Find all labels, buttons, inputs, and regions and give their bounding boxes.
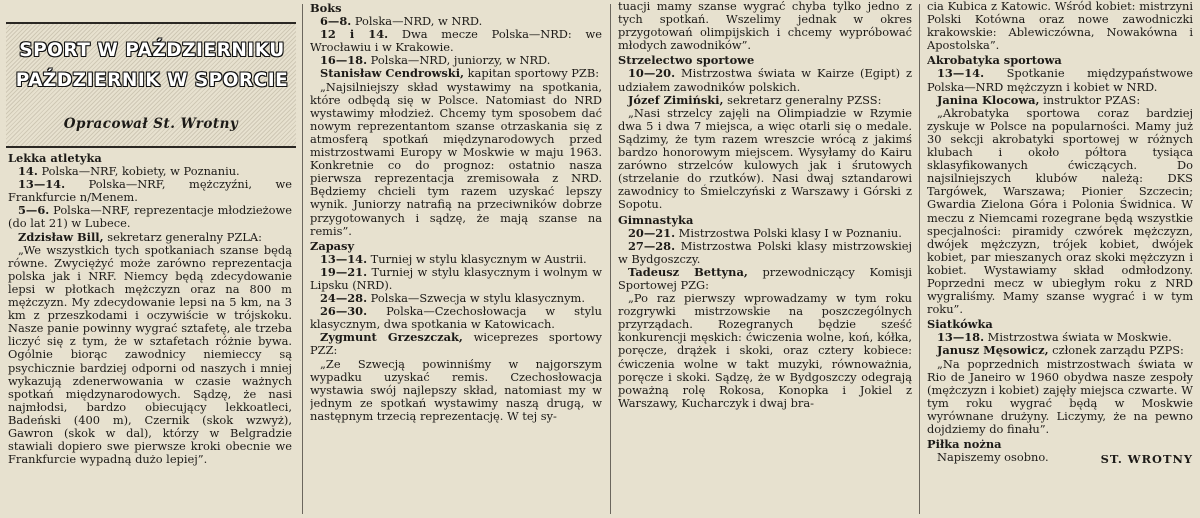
paragraph-text: „Ze Szwecją powinniśmy w najgorszym wypadku uzyskać remis. Czechosłowacja wystawia swój najlepszy skład, natomiast my w jednym ze spotkań wystawimy naszą drugą, w następnym trzecią reprezentację. W tej sy-	[310, 356, 602, 423]
paragraph-text: „Nasi strzelcy zajęli na Olimpiadzie w Rzymie dwa 5 i dwa 7 miejsca, a więc otarli się o medale. Sądzimy, że tym razem wreszcie wrócą z jakimś bardzo honorowym miejscem. Wysyłamy do Kairu zarówno strzelców kulowych jak i śrutowych (strzelanie do rzutków). Nasi dwaj sztandarowi zawodnicy to Śmielczyński z Warszawy i Górski z Sopotu.	[618, 105, 912, 212]
paragraph	[927, 0, 1193, 52]
column-3	[618, 0, 912, 518]
paragraph-text: tuacji mamy szanse wygrać chyba tylko jedno z tych spotkań. Wszelimy jednak w okres przygotowań olimpijskich i chcemy wypróbować młodych zawodników”.	[618, 0, 912, 53]
paragraph-lead: Zdzisław Bill,	[18, 229, 104, 244]
column-4	[927, 0, 1193, 518]
paragraph-text: „We wszystkich tych spotkaniach szanse będą równe. Zwyciężyć może zarówno reprezentacja polska jak i NRF. Niemcy będą zdecydowanie lepsi w płotkach mężczyzn oraz na 800 m mężczyzn. My zdecydowanie lepsi na 5 km, na 3 km z przeszkodami i oczywiście w trójskoku. Nasze panie powinny wygrać sztafetę, ale trzeba liczyć się z tym, że w sztafetach różnie bywa. Ogólnie biorąc zawodnicy niemieccy są psychicznie bardziej odporni od naszych i mniej wykazują zdenerwowania w czasie ważnych spotkań międzynarodowych. Sądzę, że nasi najmłodsi, bardzo obiecujący lekkoatleci, Badeński (400 m), Czernik (skok wzwyż), Gawron (skok w dal), którzy w Belgradzie stawiali dopiero swe pierwsze kroki obecnie we Frankfurcie wypadną dużo lepiej”.	[8, 242, 292, 467]
paragraph-lead: 13—14.	[937, 66, 985, 81]
section-heading: Strzelectwo sportowe	[618, 53, 755, 68]
paragraph	[310, 358, 602, 423]
paragraph-text: „Po raz pierwszy wprowadzamy w tym roku rozgrywki mistrzowskie na poszczególnych przyrządach. Rozegranych będzie sześć konkurencji męskich: ćwiczenia wolne, koń, kółka, poręcze, drążek i skoki, oraz cztery kobiece: ćwiczenia wolne w takt muzyki, równoważnia, poręcze i skoki. Sądzę, że w Bydgoszczy odegrają poważną rolę Rokosa, Konopka i Jokiel z Warszawy, Kucharczyk i dwaj bra-	[618, 291, 912, 410]
section-heading: Lekka atletyka	[8, 151, 102, 165]
paragraph	[927, 358, 1193, 437]
paragraph	[927, 107, 1193, 317]
paragraph	[310, 266, 602, 292]
paragraph	[8, 244, 292, 467]
paragraph	[310, 305, 602, 331]
paragraph-lead: 10—20.	[628, 66, 676, 81]
paragraph-text: Polska—NRD, w NRD.	[351, 14, 483, 29]
paragraph-lead: Janina Klocowa,	[937, 92, 1040, 107]
paragraph-lead: 24—28.	[320, 291, 368, 306]
section-heading: Akrobatyka sportowa	[927, 53, 1062, 68]
masthead-box	[6, 22, 296, 148]
paragraph-lead: 13—14.	[18, 177, 66, 192]
paragraph	[8, 204, 292, 230]
paragraph-lead: 14.	[18, 164, 38, 179]
paragraph-text: Turniej w stylu klasycznym i wolnym w Lipsku (NRD).	[310, 264, 602, 292]
paragraph-text: Mistrzostwa Polski klasy mistrzowskiej w Bydgoszczy.	[618, 238, 912, 266]
paragraph-text: Polska—Szwecja w stylu klasycznym.	[367, 291, 585, 306]
paragraph-lead: 6—8.	[320, 14, 352, 29]
closing-note: Napiszemy osobno.	[937, 450, 1049, 465]
paragraph-lead: Tadeusz Bettyna,	[628, 264, 748, 279]
paragraph-lead: 5—6.	[18, 203, 50, 218]
paragraph	[927, 67, 1193, 93]
paragraph-text: Spotkanie międzypaństwowe Polska—NRD mężczyzn i kobiet w NRD.	[927, 66, 1193, 94]
byline: Opracował St. Wrotny	[63, 116, 239, 132]
paragraph-text: cia Kubica z Katowic. Wśród kobiet: mistrzyni Polski Kotówna oraz nowe zawodniczki krakowskie: Ablewiczówna, Nowakówna i Apostolska”.	[927, 0, 1193, 53]
column-2	[310, 0, 602, 518]
paragraph-lead: 13—18.	[937, 330, 985, 345]
paragraph-text: Polska—Czechosłowacja w stylu klasycznym, dwa spotkania w Katowicach.	[310, 304, 602, 332]
column-rule	[919, 4, 920, 514]
paragraph-lead: 27—28.	[628, 238, 676, 253]
paragraph	[618, 107, 912, 212]
paragraph	[618, 266, 912, 292]
closing-line	[927, 451, 1193, 466]
paragraph	[310, 28, 602, 54]
paragraph	[310, 331, 602, 357]
paragraph	[310, 81, 602, 238]
section-heading: Piłka nożna	[927, 437, 1002, 452]
paragraph-text: „Na poprzednich mistrzostwach świata w Rio de Janeiro w 1960 obydwa nasze zespoły (mężczyzn i kobiet) zajęły miejsca czwarte. W tym roku wygrać będą w Moskwie wyrównane drużyny. Liczymy, że na pewno dojdziemy do finału”.	[927, 356, 1193, 436]
paragraph-text: Dwa mecze Polska—NRD: we Wrocławiu i w Krakowie.	[310, 27, 602, 55]
author-signature: ST. WROTNY	[1100, 452, 1193, 467]
paragraph-lead: 12 i 14.	[320, 27, 389, 42]
column-1	[8, 150, 292, 518]
column-rule	[302, 4, 303, 514]
paragraph-text: Mistrzostwa Polski klasy I w Poznaniu.	[675, 225, 902, 240]
paragraph-lead: 16—18.	[320, 53, 368, 68]
paragraph-text: Polska—NRF, mężczyźni, we Frankfurcie n/Menem.	[8, 177, 292, 205]
paragraph-lead: 19—21.	[320, 264, 368, 279]
paragraph-text: przewodniczący Komisji Sportowej PZG:	[618, 264, 912, 292]
section-heading: Gimnastyka	[618, 212, 694, 227]
paragraph-text: „Akrobatyka sportowa coraz bardziej zyskuje w Polsce na popularności. Mamy już 30 sekcji akrobatyki sportowej w różnych klubach i około półtora tysiąca sklasyfikowanych ćwiczących. Do najsilniejszych klubów należą: DKS Targówek, Warszawa; Pionier Szczecin; Gwardia Zielona Góra i Polonia Świdnica. W meczu z Niemcami rozegrane będą wszystkie specjalności: piramidy czwórek mężczyzn, dwójek mężczyzn, trójek kobiet, dwójek kobiet, par mieszanych oraz skoki mężczyzn i kobiet. Wystawiamy skład odmłodzony. Poprzedni mecz w ubiegłym roku z NRD wygraliśmy. Mamy szanse wygrać i w tym roku”.	[927, 105, 1193, 317]
paragraph-text: Mistrzostwa świata w Kairze (Egipt) z udziałem zawodników polskich.	[618, 66, 912, 94]
paragraph-text: wiceprezes sportowy PZZ:	[310, 330, 602, 358]
section-heading: Siatkówka	[927, 317, 993, 332]
paragraph-lead: Stanisław Cendrowski,	[320, 66, 464, 81]
paragraph-text: członek zarządu PZPS:	[1048, 343, 1184, 358]
section-heading: Zapasy	[310, 238, 355, 253]
paragraph	[618, 240, 912, 266]
column-rule	[610, 4, 611, 514]
masthead-title-line2: PAŹDZIERNIK W SPORCIE	[15, 70, 289, 91]
paragraph-lead: 13—14.	[320, 251, 368, 266]
paragraph-text: Polska—NRF, kobiety, w Poznaniu.	[37, 164, 240, 179]
section-heading: Boks	[310, 1, 342, 15]
paragraph-lead: Józef Zimiński,	[628, 92, 724, 107]
paragraph-text: instruktor PZAS:	[1039, 92, 1141, 107]
paragraph-text: Polska—NRD, juniorzy, w NRD.	[367, 53, 551, 68]
masthead-title-line1: SPORT W PAŹDZIERNIKU	[19, 40, 285, 61]
paragraph-text: sekretarz generalny PZSS:	[723, 92, 882, 107]
paragraph-lead: Janusz Męsowicz,	[937, 343, 1049, 358]
paragraph	[8, 178, 292, 204]
paragraph-text: Polska—NRF, reprezentacje młodzieżowe (do lat 21) w Lubece.	[8, 203, 292, 231]
paragraph-lead: 26—30.	[320, 304, 368, 319]
paragraph	[618, 0, 912, 52]
paragraph	[618, 67, 912, 93]
paragraph-text: „Najsilniejszy skład wystawimy na spotkania, które odbędą się w Polsce. Natomiast do NRD wystawimy młodzież. Chcemy tym sposobem dać nowym reprezentantom szanse otrzaskania się z atmosferą spotkań międzynarodowych przed mistrzostwami Europy w Moskwie w maju 1963. Konkretnie co do prognoz: ostatnio nasza pierwsza reprezentacja zremisowała z NRD. Będziemy chcieli tym razem uzyskać lepszy wynik. Juniorzy natrafią na przeciwników dobrze przygotowanych i sądzę, że mają szanse na remis”.	[310, 79, 602, 238]
paragraph-lead: 20—21.	[628, 225, 676, 240]
paragraph-text: sekretarz generalny PZLA:	[103, 229, 262, 244]
paragraph-text: kapitan sportowy PZB:	[464, 66, 600, 81]
paragraph-text: Mistrzostwa świata w Moskwie.	[984, 330, 1172, 345]
paragraph-text: Turniej w stylu klasycznym w Austrii.	[367, 251, 587, 266]
paragraph-lead: Zygmunt Grzeszczak,	[320, 330, 463, 345]
paragraph	[618, 292, 912, 410]
